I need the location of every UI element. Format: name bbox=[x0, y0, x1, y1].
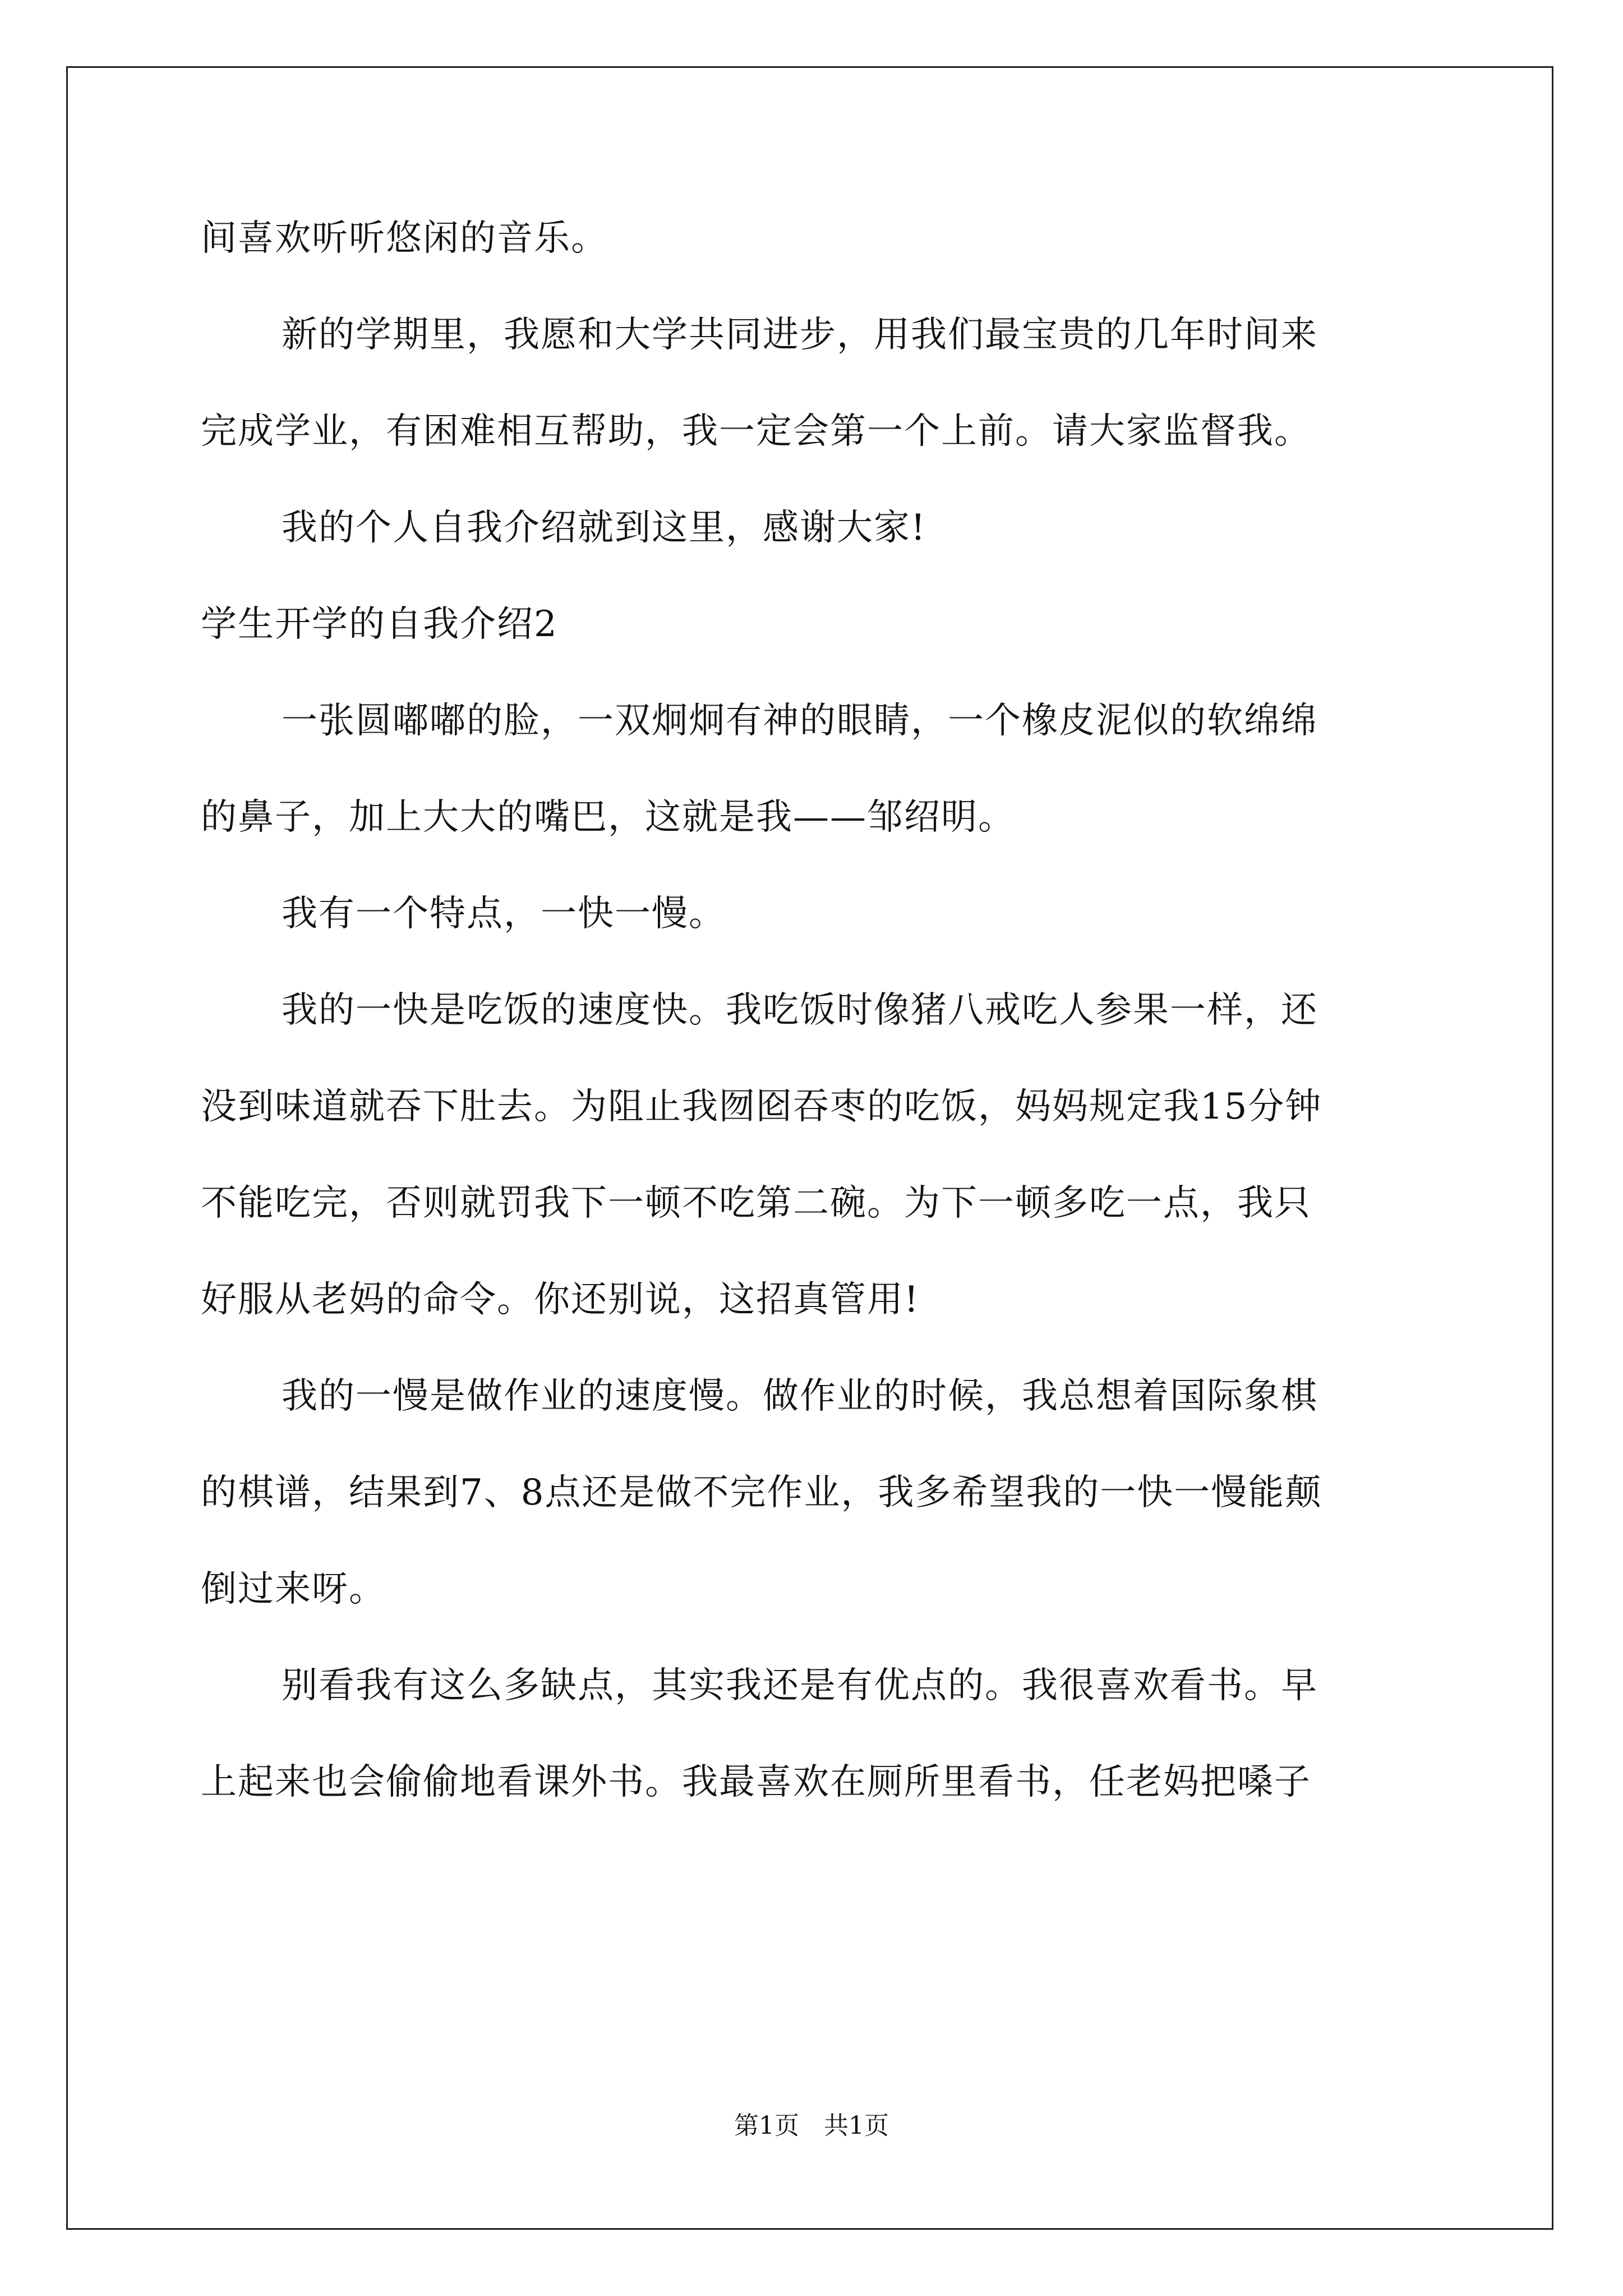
text-line: 的棋谱，结果到7、8点还是做不完作业，我多希望我的一快一慢能颠 bbox=[201, 1472, 1322, 1513]
text-line: 我的个人自我介绍就到这里，感谢大家! bbox=[282, 507, 926, 549]
document-body bbox=[201, 213, 1429, 1853]
text-line: 我有一个特点，一快一慢。 bbox=[282, 893, 726, 935]
text-line: 的鼻子，加上大大的嘴巴，这就是我——邹绍明。 bbox=[201, 797, 1015, 838]
text-line: 我的一快是吃饭的速度快。我吃饭时像猪八戒吃人参果一样，还 bbox=[282, 990, 1318, 1031]
text-line: 新的学期里，我愿和大学共同进步，用我们最宝贵的几年时间来 bbox=[282, 314, 1318, 356]
text-line: 别看我有这么多缺点，其实我还是有优点的。我很喜欢看书。早 bbox=[282, 1665, 1318, 1706]
text-line: 完成学业，有困难相互帮助，我一定会第一个上前。请大家监督我。 bbox=[201, 411, 1311, 452]
text-line: 不能吃完，否则就罚我下一顿不吃第二碗。为下一顿多吃一点，我只 bbox=[201, 1182, 1311, 1224]
text-line: 间喜欢听听悠闲的音乐。 bbox=[201, 218, 608, 259]
text-line: 我的一慢是做作业的速度慢。做作业的时候，我总想着国际象棋 bbox=[282, 1375, 1318, 1417]
text-line: 上起来也会偷偷地看课外书。我最喜欢在厕所里看书，任老妈把嗓子 bbox=[201, 1761, 1311, 1803]
page-number-footer: 第1页 共1页 bbox=[734, 2111, 889, 2140]
section-heading: 学生开学的自我介绍2 bbox=[201, 604, 558, 645]
text-line: 好服从老妈的命令。你还别说，这招真管用! bbox=[201, 1279, 920, 1320]
text-line: 倒过来呀。 bbox=[201, 1568, 386, 1610]
text-line: 一张圆嘟嘟的脸，一双炯炯有神的眼睛，一个橡皮泥似的软绵绵 bbox=[282, 700, 1318, 742]
text-line: 没到味道就吞下肚去。为阻止我囫囵吞枣的吃饭，妈妈规定我15分钟 bbox=[201, 1086, 1322, 1128]
